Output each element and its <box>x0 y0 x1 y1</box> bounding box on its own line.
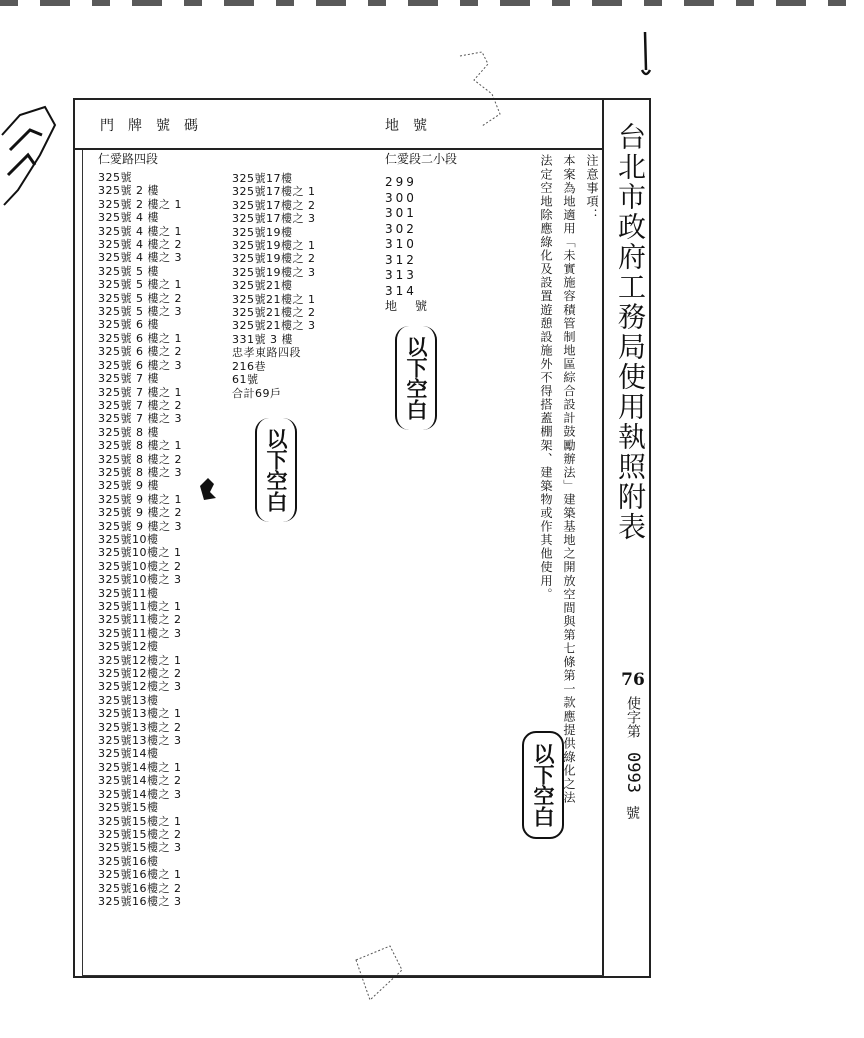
list-item: 325號13樓之 1 <box>98 707 182 721</box>
notes-heading: 注意事項： <box>585 154 599 222</box>
top-right-pen-mark <box>636 30 656 78</box>
list-item: 地 號 <box>385 299 431 313</box>
list-item: 325號13樓之 2 <box>98 720 182 734</box>
list-item: 325號16樓之 1 <box>98 868 182 882</box>
list-item: 325號 5 樓 <box>98 264 159 278</box>
list-item: 325號12樓之 3 <box>98 680 182 694</box>
list-item: 325號14樓之 3 <box>98 787 182 801</box>
list-item: 325號15樓 <box>98 801 159 815</box>
list-item: 325號10樓之 2 <box>98 559 182 573</box>
list-item: 325號 9 樓之 3 <box>98 519 182 533</box>
list-item: 合計69戶 <box>232 386 282 400</box>
blank-below-stamp: 以下空白 <box>255 418 297 522</box>
list-item: 299 <box>385 175 417 189</box>
list-item: 325號10樓之 3 <box>98 573 182 587</box>
list-item: 302 <box>385 221 417 236</box>
list-item: 325號 8 樓之 2 <box>98 452 182 466</box>
list-item: 325號 5 樓之 2 <box>98 291 182 305</box>
list-item: 325號 7 樓之 2 <box>98 398 182 412</box>
list-item: 301 <box>385 206 417 220</box>
list-item: 325號 7 樓 <box>98 372 159 386</box>
list-item: 325號 7 樓之 3 <box>98 412 182 426</box>
land-number-column <box>385 152 495 315</box>
permit-prefix: 使字第 <box>625 696 641 738</box>
list-item: 325號10樓之 1 <box>98 546 182 560</box>
list-item: 325號12樓 <box>98 640 159 654</box>
list-item: 325號 8 樓 <box>98 425 159 439</box>
permit-suffix: 號 <box>626 805 640 822</box>
list-item: 325號10樓 <box>98 532 159 546</box>
list-item: 325號12樓之 2 <box>98 667 182 681</box>
door-number-column-b <box>232 172 352 400</box>
list-item: 325號 9 樓之 1 <box>98 492 182 506</box>
blank-below-stamp: 以下空白 <box>395 326 437 430</box>
list-item: 325號 2 樓 <box>98 184 159 198</box>
list-item: 325號 7 樓之 1 <box>98 385 182 399</box>
list-item: 325號 4 樓 <box>98 211 159 225</box>
list-item: 325號 6 樓之 2 <box>98 345 182 359</box>
permit-number-block <box>615 670 651 825</box>
list-item: 325號 5 樓之 1 <box>98 278 182 292</box>
list-item: 325號 8 樓之 3 <box>98 465 182 479</box>
list-item: 216巷 <box>232 359 266 373</box>
list-item: 325號19樓 <box>232 225 293 239</box>
list-item: 325號19樓之 1 <box>232 239 316 253</box>
door-number-list-b <box>232 172 352 400</box>
list-item: 325號13樓之 3 <box>98 734 182 748</box>
document-title: 台北市政府工務局使用執照附表 <box>614 122 647 542</box>
list-item: 325號 6 樓 <box>98 318 159 332</box>
list-item: 325號15樓之 1 <box>98 814 182 828</box>
list-item: 325號 2 樓之 1 <box>98 197 182 211</box>
list-item: 325號17樓之 3 <box>232 212 316 226</box>
list-item: 325號17樓之 1 <box>232 185 316 199</box>
list-item: 325號16樓 <box>98 854 159 868</box>
door-number-column-a <box>98 152 228 908</box>
list-item: 325號21樓 <box>232 279 293 293</box>
list-item: 325號21樓之 3 <box>232 319 316 333</box>
list-item: 325號13樓 <box>98 693 159 707</box>
list-item: 300 <box>385 190 417 205</box>
list-item: 325號14樓 <box>98 747 159 761</box>
list-item: 331號 3 樓 <box>232 332 293 346</box>
list-item: 325號11樓之 1 <box>98 600 182 613</box>
list-item: 325號11樓之 2 <box>98 613 182 627</box>
corner-stamp-mark <box>0 95 60 215</box>
list-item: 325號17樓 <box>232 172 293 185</box>
list-item: 325號 6 樓之 1 <box>98 331 182 345</box>
list-item: 325號 6 樓之 3 <box>98 358 182 372</box>
list-item: 314 <box>385 283 417 298</box>
permit-serial: 0993 <box>623 752 643 793</box>
list-item: 325號19樓之 3 <box>232 265 316 279</box>
notes-line-2: 法定空地除應綠化及設置遊憩設施外不得搭蓋棚架、建築物或作其他使用。 <box>539 154 553 602</box>
list-item: 325號 5 樓之 3 <box>98 305 182 319</box>
list-item: 325號 4 樓之 1 <box>98 224 182 238</box>
list-item: 325號19樓之 2 <box>232 252 316 266</box>
list-item: 325號 8 樓之 1 <box>98 439 182 453</box>
list-item: 325號11樓之 3 <box>98 626 182 640</box>
list-item: 325號 9 樓之 2 <box>98 506 182 520</box>
list-item: 61號 <box>232 373 259 387</box>
list-item: 325號 4 樓之 2 <box>98 238 182 252</box>
list-item: 310 <box>385 237 417 251</box>
list-item: 325號15樓之 2 <box>98 827 182 841</box>
section-name: 仁愛路四段 <box>98 152 159 166</box>
list-item: 325號14樓之 2 <box>98 774 182 788</box>
permit-year: 76 <box>621 670 645 690</box>
list-item: 325號 <box>98 171 132 184</box>
list-item: 325號15樓之 3 <box>98 841 182 855</box>
list-item: 325號21樓之 2 <box>232 306 316 320</box>
notes-line-1: 本案為地適用「未實施容積管制地區綜合設計鼓勵辦法」建築基地之開放空間與第七條第一款應提供綠化之法 <box>562 154 576 805</box>
door-number-list <box>98 171 228 908</box>
list-item: 325號17樓之 2 <box>232 198 316 212</box>
list-item: 325號12樓之 1 <box>98 653 182 667</box>
scan-border-noise <box>0 0 864 6</box>
list-item: 忠孝東路四段 <box>232 346 301 360</box>
list-item: 325號21樓之 1 <box>232 292 316 306</box>
list-item: 325號 9 樓 <box>98 479 159 493</box>
list-item: 325號11樓 <box>98 586 159 600</box>
list-item: 325號16樓之 2 <box>98 881 182 895</box>
blank-below-stamp: 以下空白 <box>522 731 564 839</box>
list-item: 325號14樓之 1 <box>98 760 182 774</box>
list-item: 312 <box>385 252 417 267</box>
list-item: 325號 4 樓之 3 <box>98 251 182 265</box>
list-item: 313 <box>385 268 417 282</box>
land-number-list <box>385 175 495 315</box>
land-section-name: 仁愛段二小段 <box>385 152 458 166</box>
header-land-number: 地號 <box>385 118 441 134</box>
list-item: 325號16樓之 3 <box>98 894 182 908</box>
header-door-number: 門牌號碼 <box>100 118 212 134</box>
